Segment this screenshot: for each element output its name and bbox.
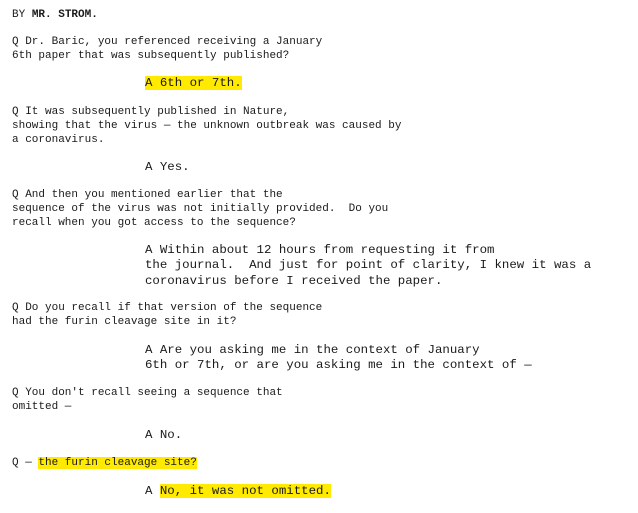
question-line: recall when you got access to the sequence? bbox=[12, 217, 296, 229]
answer-line: A Within about 12 hours from requesting it from bbox=[145, 243, 495, 257]
question-line: Q It was subsequently published in Nature, bbox=[12, 106, 290, 118]
question-line: had the furin cleavage site in it? bbox=[12, 316, 237, 328]
question-line: sequence of the virus was not initially provided. Do you bbox=[12, 203, 389, 215]
question-line: omitted — bbox=[12, 401, 72, 413]
answer-line: A No. bbox=[145, 428, 183, 442]
answer-line: A Are you asking me in the context of January bbox=[145, 343, 480, 357]
question-line: Q Do you recall if that version of the sequence bbox=[12, 302, 323, 314]
question-line: showing that the virus — the unknown outbreak was caused by bbox=[12, 120, 402, 132]
examiner-header: BY MR. STROM. bbox=[12, 9, 98, 21]
question-line: Q You don't recall seeing a sequence that bbox=[12, 387, 283, 399]
answer-line: A Yes. bbox=[145, 160, 190, 174]
answer-line: A No, it was not omitted. bbox=[145, 484, 331, 498]
answer-line: 6th or 7th, or are you asking me in the context of — bbox=[145, 358, 532, 372]
question-line: Q And then you mentioned earlier that the bbox=[12, 189, 283, 201]
examiner-name: MR. STROM. bbox=[31, 9, 98, 21]
answer-line: the journal. And just for point of clarity, I knew it was a bbox=[145, 258, 592, 272]
highlighted-answer: A 6th or 7th. bbox=[145, 76, 242, 90]
highlighted-question: the furin cleavage site? bbox=[38, 457, 197, 469]
question-line: Q — the furin cleavage site? bbox=[12, 457, 197, 469]
question-line: 6th paper that was subsequently published? bbox=[12, 50, 290, 62]
question-line: a coronavirus. bbox=[12, 134, 105, 146]
question-line: Q Dr. Baric, you referenced receiving a January bbox=[12, 36, 323, 48]
highlighted-answer: No, it was not omitted. bbox=[159, 484, 331, 498]
answer-line bbox=[145, 76, 242, 90]
answer-line: coronavirus before I received the paper. bbox=[145, 274, 443, 288]
